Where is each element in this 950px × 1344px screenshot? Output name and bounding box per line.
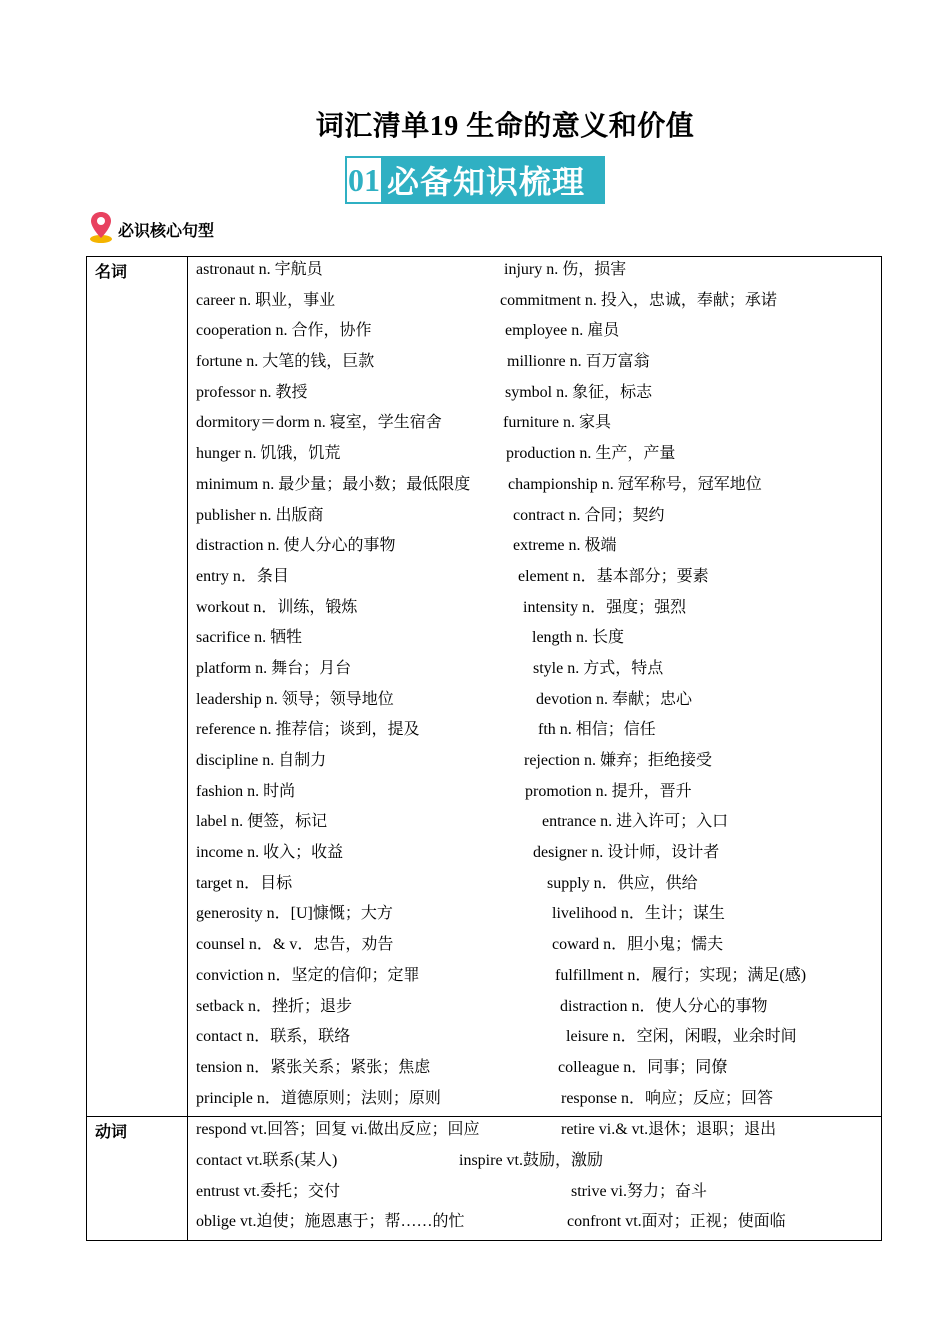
list-item [196, 687, 881, 718]
list-item [196, 472, 881, 503]
page-title: 词汇清单19 生命的意义和价值 [315, 111, 695, 142]
word-right: coward n．胆小鬼；懦夫 [552, 936, 724, 954]
word-right: contract n. 合同；契约 [513, 506, 665, 524]
word-right: livelihood n．生计；谋生 [552, 905, 725, 923]
word-right: length n. 长度 [532, 629, 624, 647]
word-left: counsel n．& v．忠告，劝告 [196, 936, 394, 954]
list-item [196, 717, 881, 748]
list-item [196, 410, 881, 441]
word-right: leisure n．空闲，闲暇，业余时间 [566, 1028, 797, 1046]
banner-text: 必备知识梳理 [383, 156, 605, 204]
word-right: fulfillment n．履行；实现；满足(感) [555, 966, 807, 984]
table-row-verbs [87, 1117, 882, 1241]
word-left: income n. 收入；收益 [196, 844, 344, 862]
list-item [196, 257, 881, 288]
list-item [196, 656, 881, 687]
word-left: target n．目标 [196, 874, 293, 892]
word-left: generosity n．[U]慷慨；大方 [196, 905, 393, 923]
category-cell: 动词 [87, 1117, 188, 1241]
word-left: dormitory＝dorm n. 寝室，学生宿舍 [196, 414, 442, 432]
word-left: oblige vt.迫使；施恩惠于；帮……的忙 [196, 1213, 465, 1231]
word-left: sacrifice n. 牺牲 [196, 629, 303, 647]
word-left: distraction n. 使人分心的事物 [196, 537, 396, 555]
list-item [196, 533, 881, 564]
word-left: contact n．联系，联络 [196, 1028, 351, 1046]
word-right: commitment n. 投入，忠诚，奉献；承诺 [500, 291, 777, 309]
vocabulary-table [86, 256, 882, 1241]
section-banner [345, 156, 605, 204]
list-item [196, 1209, 881, 1240]
word-right: injury n. 伤，损害 [504, 261, 627, 278]
word-right: style n. 方式，特点 [533, 659, 664, 677]
word-left: principle n．道德原则；法则；原则 [196, 1089, 441, 1107]
list-item [196, 1179, 881, 1210]
word-left: conviction n．坚定的信仰；定罪 [196, 966, 420, 984]
word-right: designer n. 设计师，设计者 [533, 844, 720, 862]
word-left: entry n．条目 [196, 567, 289, 585]
list-item [196, 932, 881, 963]
word-left: hunger n. 饥饿，饥荒 [196, 445, 341, 463]
word-right: promotion n. 提升，晋升 [525, 782, 692, 800]
list-item [196, 901, 881, 932]
word-left: contact vt.联系(某人) [196, 1151, 338, 1169]
word-right: inspire vt.鼓励，激励 [459, 1151, 603, 1169]
word-left: discipline n. 自制力 [196, 752, 327, 769]
list-item [196, 1055, 881, 1086]
section-header [88, 212, 214, 246]
list-item [196, 1024, 881, 1055]
word-right: intensity n．强度；强烈 [523, 598, 687, 616]
word-left: setback n．挫折；退步 [196, 997, 352, 1015]
list-item [196, 963, 881, 994]
word-left: entrust vt.委托；交付 [196, 1182, 340, 1200]
word-right: response n．响应；反应；回答 [561, 1089, 773, 1107]
word-right: element n．基本部分；要素 [518, 567, 709, 585]
location-pin-icon [88, 210, 114, 249]
word-left: workout n．训练，锻炼 [196, 598, 358, 616]
word-right: supply n．供应，供给 [547, 874, 698, 892]
list-item [196, 779, 881, 810]
word-left: cooperation n. 合作，协作 [196, 322, 372, 340]
word-right: extreme n. 极端 [513, 537, 617, 555]
word-left: career n. 职业，事业 [196, 291, 336, 309]
word-right: rejection n. 嫌弃；拒绝接受 [524, 752, 712, 769]
word-right: distraction n．使人分心的事物 [560, 997, 768, 1015]
word-right: production n. 生产，产量 [506, 445, 676, 463]
table-row-nouns [87, 257, 882, 1117]
word-right: millionre n. 百万富翁 [507, 353, 650, 371]
list-item [196, 288, 881, 319]
list-item [196, 1117, 881, 1148]
word-right: colleague n．同事；同僚 [558, 1058, 728, 1076]
list-item [196, 840, 881, 871]
word-left: platform n. 舞台；月台 [196, 659, 352, 677]
list-item [196, 318, 881, 349]
list-item [196, 441, 881, 472]
word-right: retire vi.& vt.退休；退职；退出 [561, 1121, 777, 1139]
list-item [196, 994, 881, 1025]
list-item [196, 595, 881, 626]
word-right: employee n. 雇员 [505, 322, 620, 340]
word-right: strive vi.努力；奋斗 [571, 1182, 707, 1200]
word-left: publisher n. 出版商 [196, 506, 324, 524]
list-item [196, 503, 881, 534]
section-label: 必识核心句型 [118, 222, 215, 240]
word-left: astronaut n. 宇航员 [196, 261, 323, 278]
word-left: label n. 便签，标记 [196, 813, 328, 831]
word-right: championship n. 冠军称号，冠军地位 [508, 475, 762, 493]
word-left: fashion n. 时尚 [196, 782, 296, 800]
list-item [196, 564, 881, 595]
nouns-list [188, 257, 882, 1117]
word-left: reference n. 推荐信；谈到，提及 [196, 721, 420, 739]
word-right: furniture n. 家具 [503, 414, 611, 432]
word-left: professor n. 教授 [196, 383, 308, 401]
banner-number: 01 [345, 156, 383, 204]
list-item [196, 380, 881, 411]
word-left: respond vt.回答；回复 vi.做出反应；回应 [196, 1121, 480, 1139]
word-right: entrance n. 进入许可；入口 [542, 813, 729, 831]
verbs-list [188, 1117, 882, 1241]
list-item [196, 748, 881, 779]
word-right: confront vt.面对；正视；使面临 [567, 1213, 786, 1231]
list-item [196, 1148, 881, 1179]
word-right: fth n. 相信；信任 [538, 721, 656, 739]
list-item [196, 871, 881, 902]
word-left: tension n．紧张关系；紧张；焦虑 [196, 1058, 431, 1076]
word-right: symbol n. 象征，标志 [505, 383, 653, 401]
list-item [196, 349, 881, 380]
list-item [196, 1086, 881, 1117]
list-item [196, 625, 881, 656]
word-left: fortune n. 大笔的钱，巨款 [196, 353, 375, 371]
word-left: leadership n. 领导；领导地位 [196, 690, 394, 708]
list-item [196, 809, 881, 840]
word-right: devotion n. 奉献；忠心 [536, 690, 692, 708]
category-cell: 名词 [87, 257, 188, 1117]
word-left: minimum n. 最少量；最小数；最低限度 [196, 475, 471, 493]
